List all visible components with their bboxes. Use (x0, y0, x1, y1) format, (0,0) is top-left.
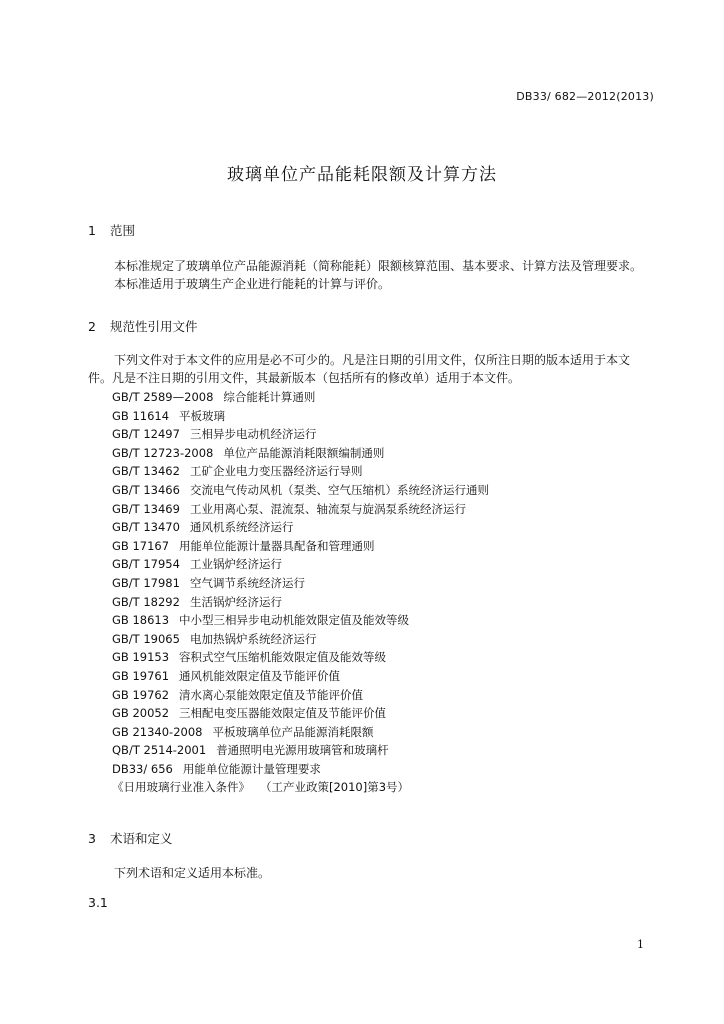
reference-code: DB33/ 656 (112, 761, 173, 776)
reference-code: GB/T 17981 (112, 575, 180, 590)
reference-item (112, 388, 489, 407)
reference-item (112, 555, 489, 574)
reference-title: 交流电气传动风机（泵类、空气压缩机）系统经济运行通则 (189, 482, 489, 497)
reference-item (112, 462, 489, 481)
reference-title: 综合能耗计算通则 (223, 390, 316, 404)
section-3-paragraph: 下列术语和定义适用本标准。 (114, 866, 271, 880)
reference-item (112, 407, 489, 426)
section-1-paragraph-1: 本标准规定了玻璃单位产品能源消耗（简称能耗）限额核算范围、基本要求、计算方法及管理要求。 (114, 259, 643, 273)
reference-title: 平板玻璃单位产品能源消耗限额 (212, 724, 374, 739)
reference-title: 三相配电变压器能效限定值及节能评价值 (179, 706, 387, 721)
reference-code: GB/T 13469 (112, 501, 180, 516)
reference-title: 容积式空气压缩机能效限定值及能效等级 (179, 650, 387, 665)
reference-code: GB 17167 (112, 538, 170, 553)
reference-code: GB 19761 (112, 668, 170, 683)
reference-item (112, 574, 489, 593)
reference-item (112, 593, 489, 612)
reference-code: GB/T 13470 (112, 520, 180, 535)
section-3-number: 3 (88, 831, 96, 846)
section-1-title: 范围 (109, 223, 135, 238)
reference-code: GB 21340-2008 (112, 724, 203, 739)
reference-title: 工业用离心泵、混流泵、轴流泵与旋涡泵系统经济运行 (189, 501, 466, 516)
reference-title: 清水离心泵能效限定值及节能评价值 (179, 687, 364, 702)
section-2-number: 2 (88, 319, 96, 334)
section-3-heading (88, 829, 173, 847)
reference-item (112, 723, 489, 742)
reference-title: 三相异步电动机经济运行 (189, 427, 317, 442)
reference-title: 电加热锅炉系统经济运行 (189, 631, 317, 646)
reference-item (112, 518, 489, 537)
reference-title: 平板玻璃 (179, 408, 226, 423)
standard-code: DB33/ 682—2012(2013) (516, 90, 654, 103)
reference-title: 工业锅炉经济运行 (189, 557, 282, 572)
reference-code: GB 11614 (112, 408, 170, 423)
reference-item (112, 425, 489, 444)
reference-code: GB/T 17954 (112, 557, 180, 572)
reference-code: GB 18613 (112, 613, 170, 628)
section-1-heading (88, 221, 135, 239)
section-3-1-heading (88, 895, 108, 910)
reference-title: 普通照明电光源用玻璃管和玻璃杆 (216, 743, 389, 758)
section-3-1-number: 3.1 (88, 895, 108, 910)
reference-item (112, 481, 489, 500)
reference-title: 用能单位能源计量管理要求 (182, 761, 321, 776)
reference-item (112, 444, 489, 463)
reference-code: QB/T 2514-2001 (112, 743, 207, 758)
section-1-number: 1 (88, 223, 96, 238)
reference-title: 工矿企业电力变压器经济运行导则 (189, 464, 363, 479)
reference-code: GB/T 2589—2008 (112, 390, 214, 404)
section-2-intro-line-1: 下列文件对于本文件的应用是必不可少的。凡是注日期的引用文件，仅所注日期的版本适用于本文 (114, 353, 631, 367)
reference-code: GB/T 13466 (112, 482, 180, 497)
reference-item (112, 611, 489, 630)
reference-code: GB/T 13462 (112, 464, 180, 479)
page-number: 1 (637, 938, 644, 951)
reference-title: 通风机能效限定值及节能评价值 (179, 668, 341, 683)
document-title: 玻璃单位产品能耗限额及计算方法 (227, 165, 497, 185)
section-2-intro-line-2: 件。凡是不注日期的引用文件，其最新版本（包括所有的修改单）适用于本文件。 (88, 371, 521, 385)
reference-title: （工产业政策[2010]第3号） (260, 780, 410, 795)
reference-code: GB 19153 (112, 650, 170, 665)
reference-item (112, 778, 489, 797)
reference-code: 《日用玻璃行业准入条件》 (112, 780, 250, 795)
reference-title: 单位产品能源消耗限额编制通则 (223, 445, 385, 460)
reference-item (112, 704, 489, 723)
reference-title: 中小型三相异步电动机能效限定值及能效等级 (179, 613, 410, 628)
reference-code: GB 20052 (112, 706, 170, 721)
reference-item (112, 648, 489, 667)
reference-item (112, 741, 489, 760)
section-2-title: 规范性引用文件 (109, 319, 198, 334)
reference-item (112, 686, 489, 705)
reference-title: 生活锅炉经济运行 (189, 594, 282, 609)
reference-code: GB/T 12497 (112, 427, 180, 442)
reference-item (112, 760, 489, 779)
section-1-paragraph-2: 本标准适用于玻璃生产企业进行能耗的计算与评价。 (114, 277, 391, 291)
reference-code: GB/T 12723-2008 (112, 445, 214, 460)
reference-code: GB 19762 (112, 687, 170, 702)
reference-list (112, 388, 489, 797)
reference-item (112, 667, 489, 686)
reference-code: GB/T 18292 (112, 594, 180, 609)
reference-title: 用能单位能源计量器具配备和管理通则 (179, 538, 375, 553)
reference-item (112, 500, 489, 519)
reference-title: 空气调节系统经济运行 (189, 575, 305, 590)
reference-title: 通风机系统经济运行 (189, 520, 294, 535)
section-2-heading (88, 317, 198, 335)
reference-item (112, 537, 489, 556)
reference-item (112, 630, 489, 649)
reference-code: GB/T 19065 (112, 631, 180, 646)
section-3-title: 术语和定义 (109, 831, 173, 846)
